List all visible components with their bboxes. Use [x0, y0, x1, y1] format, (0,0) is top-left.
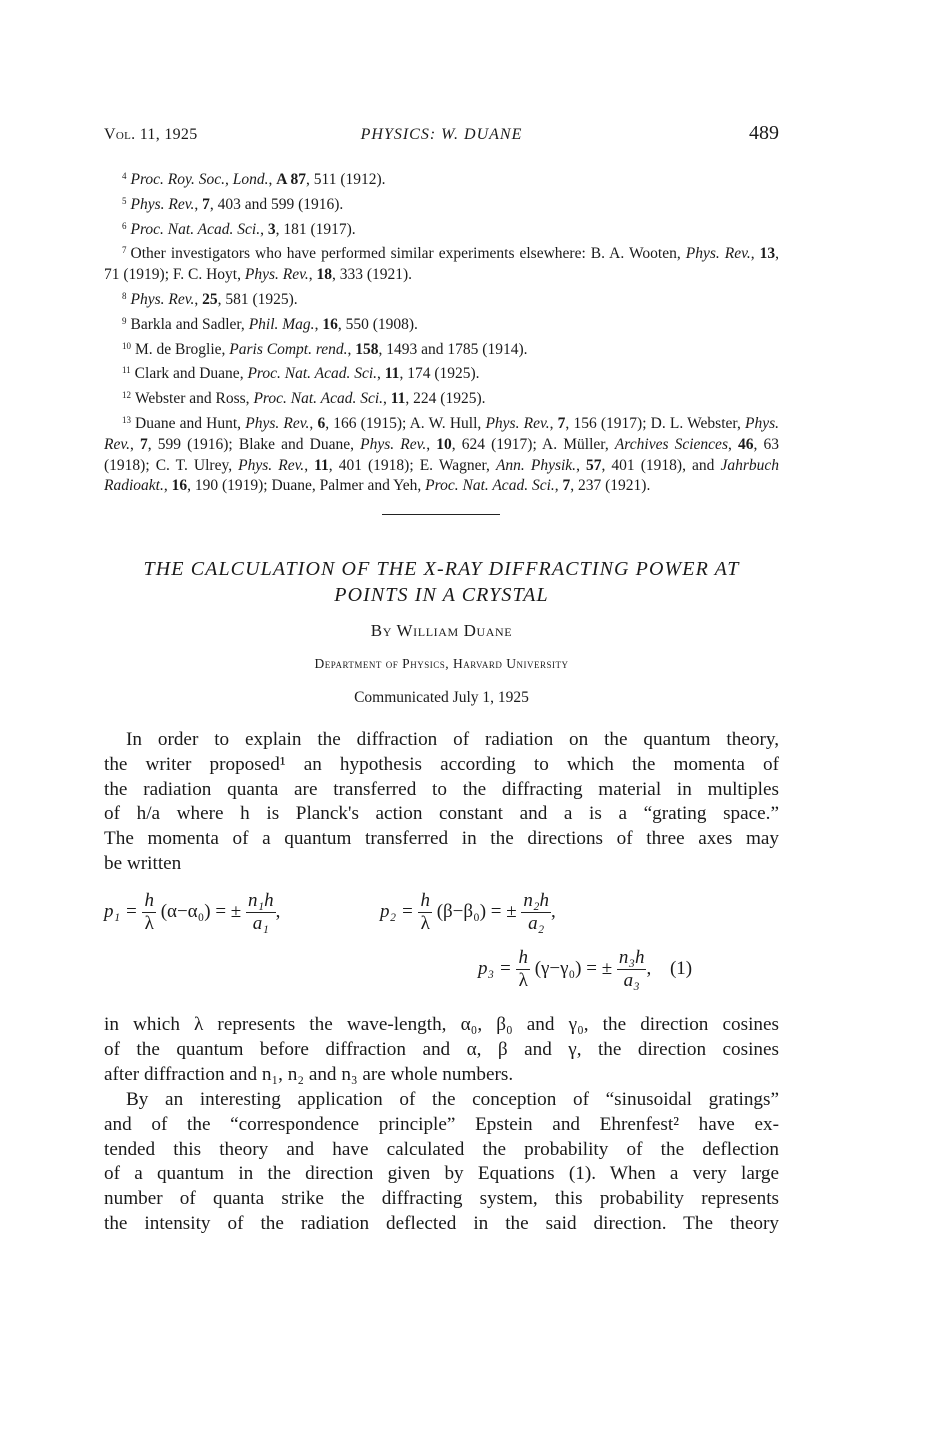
footnote-6 [104, 216, 779, 241]
eq-lhs: p₁ = [104, 900, 138, 922]
citation-text: , 599 (1916); Blake and Duane, [147, 435, 361, 453]
text-line: after diffraction and n₁, n₂ and n₃ are whole numbers. [104, 1063, 514, 1085]
citation-text: , [304, 456, 315, 474]
citation-volume: 7 [139, 435, 148, 453]
citation-text: , 581 (1925). [217, 290, 298, 308]
eq-comma: , [646, 957, 652, 979]
citation-volume: 11 [390, 390, 406, 408]
equation-number: (1) [669, 957, 693, 979]
text-line: be written [104, 852, 182, 874]
citation-text: , 1493 and 1785 (1914). [378, 340, 528, 358]
citation-text: , [576, 456, 586, 474]
citation-text: Barkla and Sadler, [130, 315, 249, 333]
citation-text: Webster and Ross, [135, 390, 254, 408]
frac-denominator: λ [144, 913, 154, 934]
frac-numerator: n₂h [523, 890, 550, 911]
frac-numerator: h [420, 890, 430, 911]
footnote-marker: 11 [122, 365, 131, 376]
citation-journal: Paris Compt. rend. [229, 340, 348, 358]
eq-middle: (α−α₀) = ± [160, 900, 242, 922]
byline: By William Duane [370, 621, 513, 640]
footnote-marker: 9 [122, 315, 127, 326]
citation-text: , [750, 245, 760, 263]
citation-text: , [727, 435, 738, 453]
citation-text: , 624 (1917); A. Müller, [451, 435, 615, 453]
fraction-h-lambda [142, 890, 156, 935]
text-line: the intensity of the radiation deflected in the said direction. The theory [104, 1212, 779, 1234]
text-line: tended this theory and have calculated the probability of the deflection [104, 1138, 779, 1160]
citation-text: , [314, 315, 323, 333]
citation-journal: Proc. Nat. Acad. Sci. [130, 220, 261, 238]
citation-volume: 7 [562, 477, 571, 495]
paragraph-1 [104, 728, 779, 877]
footnote-8 [104, 286, 779, 311]
citation-journal: Ann. Physik. [495, 456, 577, 474]
eq-middle: (β−β₀) = ± [436, 900, 517, 922]
citation-volume: 16 [322, 315, 338, 333]
frac-denominator: a₂ [528, 913, 545, 934]
citation-text: , [554, 477, 563, 495]
citation-volume: 16 [171, 477, 188, 495]
footnote-marker: 10 [122, 340, 131, 351]
title-line-1: THE CALCULATION OF THE X-RAY DIFFRACTING POWER AT [143, 558, 740, 580]
equation-p3 [478, 947, 692, 992]
citation-text: , 181 (1917). [275, 220, 356, 238]
citation-volume: 18 [316, 266, 332, 284]
citation-text: , [260, 220, 268, 238]
citation-volume: 11 [384, 365, 400, 383]
frac-numerator: n₃h [618, 947, 645, 968]
eq-middle: (γ−γ₀) = ± [534, 957, 613, 979]
eq-lhs: p₃ = [478, 957, 512, 979]
equation-p2 [380, 890, 556, 935]
citation-volume: 57 [586, 456, 602, 474]
affiliation: Department of Physics, Harvard University [314, 656, 569, 671]
text-line: In order to explain the diffraction of radiation on the quantum theory, [126, 729, 779, 750]
citation-volume: 3 [267, 220, 276, 238]
citation-volume: 13 [759, 245, 776, 263]
citation-volume: 46 [738, 435, 754, 453]
citation-text: , 190 (1919); Duane, Palmer and Yeh, [187, 477, 426, 495]
citation-journal: Phys. Rev. [244, 266, 309, 284]
citation-text: , [194, 195, 203, 213]
citation-journal: Phil. Mag. [248, 315, 315, 333]
footnote-marker: 8 [122, 290, 127, 301]
frac-denominator: a₃ [623, 970, 640, 991]
citation-text: Other investigators who have performed similar experiments elsewhere: B. A. Wooten, [130, 245, 686, 263]
citation-text: , [129, 435, 140, 453]
footnote-11 [104, 360, 779, 385]
running-header [104, 124, 779, 148]
citation-text: , [194, 290, 203, 308]
citation-text: , [383, 390, 391, 408]
citation-text: M. de Broglie, [135, 340, 230, 358]
citation-volume: 11 [314, 456, 329, 474]
citation-text: , [268, 171, 277, 188]
text-line: The momenta of a quantum transferred in the directions of three axes may [104, 828, 779, 850]
footnote-marker: 12 [122, 390, 131, 401]
text-line: and of the “correspondence principle” Epstein and Ehrenfest² have ex- [104, 1113, 779, 1135]
frac-numerator: h [144, 890, 154, 911]
citation-text: , 71 (1919); F. C. Hoyt, [104, 245, 779, 284]
citation-text: , [549, 414, 558, 432]
citation-journal: Phys. Rev. [485, 414, 550, 432]
footnote-4 [104, 166, 779, 191]
citation-text: , [308, 266, 317, 284]
citation-text: , [377, 365, 385, 383]
footnote-13 [104, 410, 779, 497]
citation-journal: Phys. Rev. [130, 195, 195, 213]
citation-volume: 7 [202, 195, 210, 213]
paragraph-2 [104, 1013, 779, 1087]
citation-journal: Proc. Roy. Soc., Lond. [130, 171, 269, 188]
citation-volume: 158 [355, 340, 379, 358]
citation-journal: Phys. Rev. [130, 290, 195, 308]
citation-journal: Proc. Nat. Acad. Sci. [425, 477, 555, 495]
citation-journal: Phys. Rev. [245, 414, 310, 432]
citation-text: Duane and Hunt, [135, 414, 246, 432]
citation-text: , 166 (1915); A. W. Hull, [325, 414, 486, 432]
text-line: number of quanta strike the diffracting system, this probability represents [104, 1188, 779, 1210]
volume-info: Vol. 11, 1925 [104, 126, 198, 143]
citation-text: , [347, 340, 356, 358]
citation-journal: Phys. Rev. [104, 414, 780, 453]
article-title [104, 556, 779, 608]
text-line: of the quantum before diffraction and α, β and γ, the direction cosines [104, 1038, 779, 1060]
fraction-nh-a [617, 947, 647, 992]
paragraph-3 [104, 1088, 779, 1237]
equation-p1 [104, 890, 280, 935]
footnote-marker: 13 [122, 414, 131, 425]
frac-denominator: λ [518, 970, 528, 991]
footnotes [104, 166, 779, 497]
citation-journal: Jahrbuch Radioakt. [104, 456, 779, 495]
footnote-9 [104, 311, 779, 336]
citation-volume: 7 [557, 414, 566, 432]
citation-text: , [426, 435, 437, 453]
citation-text: , 63 (1918); C. T. Ulrey, [104, 435, 780, 474]
eq-comma: , [551, 900, 556, 922]
citation-text: , 403 and 599 (1916). [209, 195, 344, 213]
citation-text: , 224 (1925). [405, 390, 486, 408]
citation-text: , 174 (1925). [399, 365, 480, 383]
section-divider [382, 514, 500, 515]
citation-journal: Proc. Nat. Acad. Sci. [253, 390, 384, 408]
text-line: the radiation quanta are transferred to the diffracting material in multiples [104, 778, 779, 800]
frac-numerator: n₁h [247, 890, 274, 911]
title-line-2: POINTS IN A CRYSTAL [334, 584, 549, 606]
text-line: of h/a where h is Planck's action constant and a is a “grating space.” [104, 803, 779, 825]
text-line: of a quantum in the direction given by Equations (1). When a very large [104, 1163, 779, 1185]
citation-text: , 156 (1917); D. L. Webster, [565, 414, 745, 432]
citation-journal: Archives Sciences [614, 435, 728, 453]
footnote-12 [104, 385, 779, 410]
fraction-h-lambda [418, 890, 432, 935]
citation-journal: Proc. Nat. Acad. Sci. [247, 365, 378, 383]
text-line: By an interesting application of the conception of “sinusoidal gratings” [126, 1089, 779, 1110]
fraction-nh-a [246, 890, 276, 935]
footnote-7 [104, 240, 779, 286]
citation-text: , 401 (1918), and [601, 456, 721, 474]
citation-text: , 333 (1921). [331, 266, 413, 284]
fraction-h-lambda [516, 947, 530, 992]
text-line: in which λ represents the wave-length, α₀, β₀ and γ₀, the direction cosines [104, 1014, 779, 1035]
frac-denominator: λ [420, 913, 430, 934]
footnote-marker: 5 [122, 195, 127, 206]
citation-text: , [309, 414, 318, 432]
frac-denominator: a₁ [252, 913, 269, 934]
citation-text: , [163, 477, 172, 495]
citation-volume: 6 [317, 414, 326, 432]
citation-journal: Phys. Rev. [360, 435, 427, 453]
footnote-5 [104, 191, 779, 216]
footnote-marker: 4 [122, 171, 127, 181]
eq-lhs: p₂ = [380, 900, 414, 922]
running-title: PHYSICS: W. DUANE [360, 126, 523, 143]
citation-volume: 10 [436, 435, 452, 453]
fraction-nh-a [521, 890, 551, 935]
frac-numerator: h [518, 947, 528, 968]
eq-comma: , [275, 900, 281, 922]
citation-text: Clark and Duane, [134, 365, 248, 383]
citation-text: , 550 (1908). [337, 315, 418, 333]
citation-journal: Phys. Rev. [238, 456, 305, 474]
footnote-marker: 6 [122, 220, 127, 231]
citation-text: , 237 (1921). [570, 477, 651, 495]
citation-journal: Phys. Rev. [685, 245, 751, 263]
page-number: 489 [749, 122, 779, 144]
citation-text: , 401 (1918); E. Wagner, [328, 456, 496, 474]
communicated-date: Communicated July 1, 1925 [354, 689, 529, 706]
citation-volume: 25 [202, 290, 218, 308]
text-line: the writer proposed¹ an hypothesis according to which the momenta of [104, 753, 779, 775]
citation-text: , 511 (1912). [306, 171, 386, 188]
footnote-10 [104, 336, 779, 361]
footnote-marker: 7 [122, 245, 127, 256]
citation-volume: A 87 [276, 171, 307, 188]
